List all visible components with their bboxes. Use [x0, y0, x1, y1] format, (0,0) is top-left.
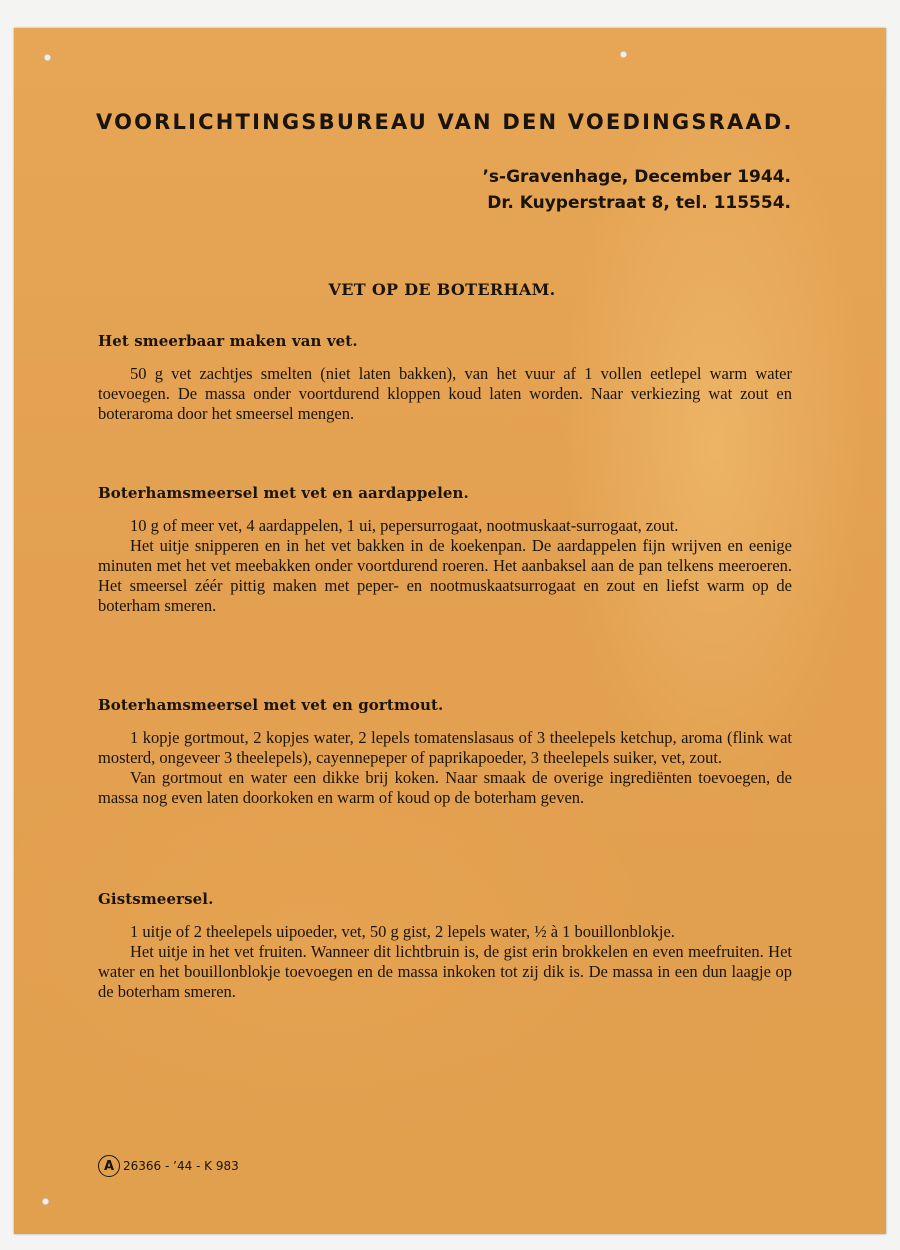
section-heading: Boterhamsmeersel met vet en gortmout.: [98, 696, 444, 714]
document-title: VET OP DE BOTERHAM.: [328, 280, 556, 299]
method-paragraph: Het uitje snipperen en in het vet bakken in de koekenpan. De aardappelen fijn wrijven en eenige minuten met het vet meebakken onder voortdurend roeren. Het aanbaksel aan de pan telkens meeroeren. Het smeersel zéér pittig maken met peper- en nootmuskaatsurrogaat en zout en liefst warm op de boterham smeren.: [98, 536, 792, 615]
recipe-section: [98, 696, 792, 808]
document-sheet: [14, 28, 886, 1234]
method-paragraph: Van gortmout en water een dikke brij koken. Naar smaak de overige ingrediënten toevoegen, de massa nog even laten doorkoken en warm of koud op de boterham geven.: [98, 768, 792, 807]
section-heading: Boterhamsmeersel met vet en aardappelen.: [98, 484, 469, 502]
ingredients-paragraph: 1 uitje of 2 theelepels uipoeder, vet, 50 g gist, 2 lepels water, ½ à 1 bouillonblokje.: [130, 922, 675, 941]
printer-footer: [98, 1155, 239, 1177]
organization-heading: VOORLICHTINGSBUREAU VAN DEN VOEDINGSRAAD.: [96, 110, 794, 134]
punch-hole: [44, 54, 51, 61]
recipe-section: [98, 332, 792, 424]
punch-hole: [620, 51, 627, 58]
place-date: ’s-Gravenhage, December 1944.: [482, 167, 791, 187]
address-block: [482, 164, 791, 216]
ingredients-paragraph: 1 kopje gortmout, 2 kopjes water, 2 lepels tomatenslasaus of 3 theelepels ketchup, aroma (flink wat mosterd, ongeveer 3 theelepels), cayennepeper of paprikapoeder, 3 theelepels suiker, vet, zout.: [98, 728, 792, 767]
section-heading: Het smeerbaar maken van vet.: [98, 332, 358, 350]
punch-hole: [42, 1198, 49, 1205]
ingredients-paragraph: 10 g of meer vet, 4 aardappelen, 1 ui, pepersurrogaat, nootmuskaat-surrogaat, zout.: [130, 516, 679, 535]
method-paragraph: Het uitje in het vet fruiten. Wanneer dit lichtbruin is, de gist erin brokkelen en even meefruiten. Het water en het bouillonblokje toevoegen en de massa inkoken tot zij dik is. De massa in een dun laagje op de boterham smeren.: [98, 942, 792, 1001]
recipe-section: [98, 890, 792, 1002]
section-paragraph: 50 g vet zachtjes smelten (niet laten bakken), van het vuur af 1 vollen eetlepel warm water toevoegen. De massa onder voortdurend kloppen koud laten worden. Naar verkiezing wat zout en boteraroma door het smeersel mengen.: [98, 364, 792, 423]
print-code: 26366 - ’44 - K 983: [123, 1159, 239, 1173]
printer-logo-icon: A: [98, 1155, 120, 1177]
section-heading: Gistsmeersel.: [98, 890, 214, 908]
street-address: Dr. Kuyperstraat 8, tel. 115554.: [487, 193, 791, 213]
recipe-section: [98, 484, 792, 616]
